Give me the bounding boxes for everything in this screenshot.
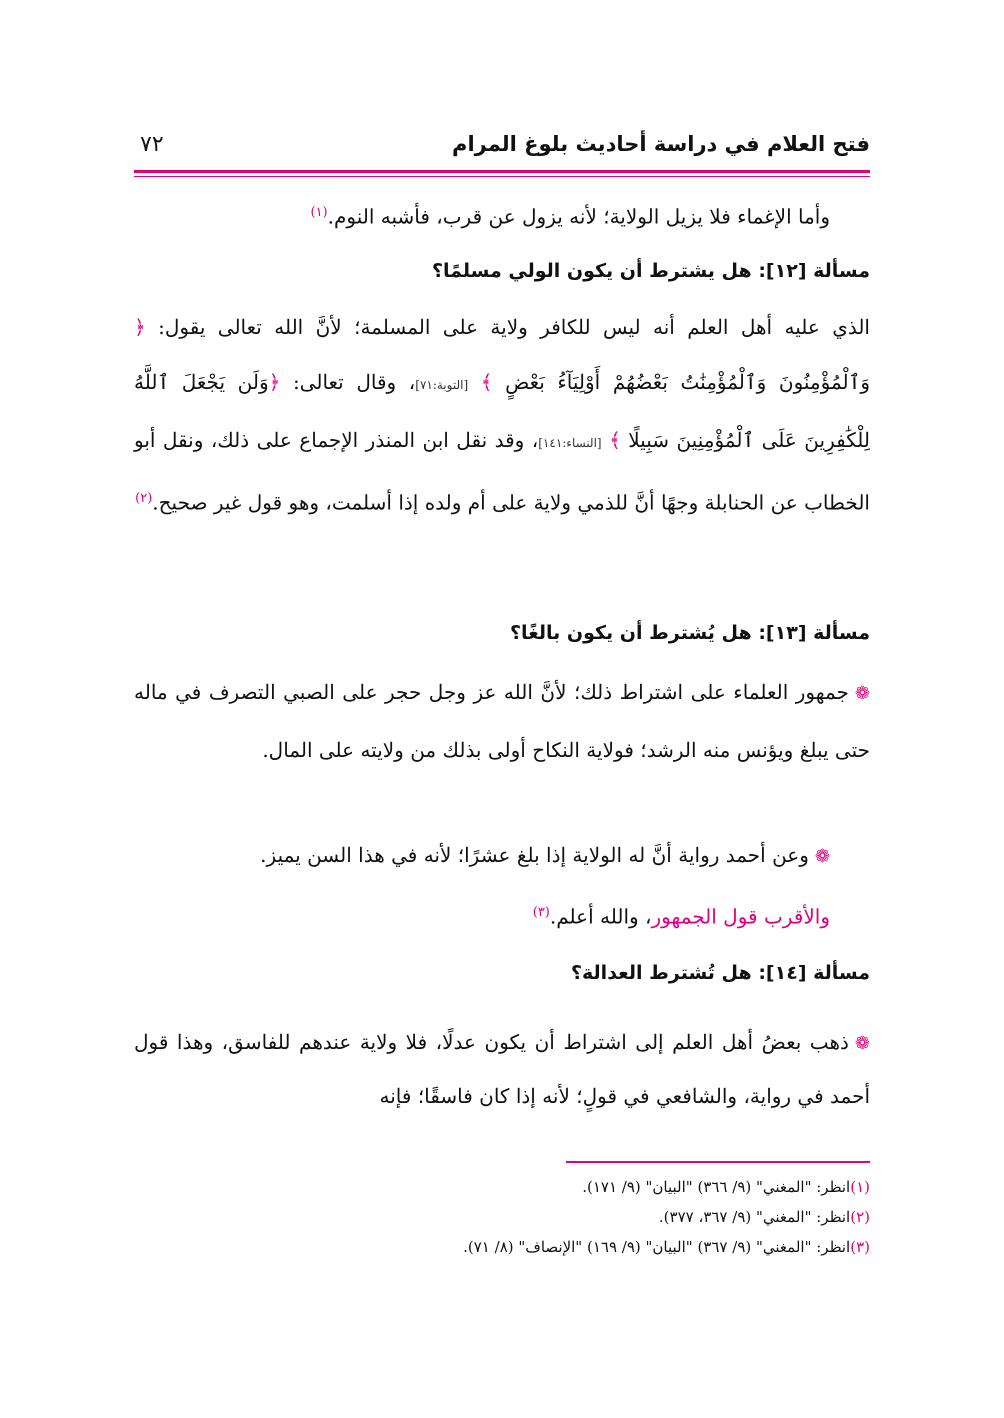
issue-heading-12 <box>432 256 870 286</box>
verse-reference: [التوبة:٧١] <box>415 378 469 392</box>
footnotes <box>134 1172 870 1262</box>
footnote-text: انظر: "المغني" (٩/ ٣٦٧) "البيان" (٩/ ١٦٩) "الإنصاف" (٨/ ٧١). <box>463 1238 851 1256</box>
paragraph-muslim-guardian <box>134 300 870 531</box>
paragraph-text: جمهور العلماء على اشتراط ذلك؛ لأنَّ الله عز وجل حجر على الصبي التصرف في ماله حتى يبلغ ويؤنس منه الرشد؛ فولاية النكاح أولى بذلك من ولايته على المال. <box>134 680 870 762</box>
footnote-number: (١) <box>850 1178 870 1196</box>
issue-question: هل يُشترط أن يكون بالغًا؟ <box>509 622 752 644</box>
footnote <box>134 1232 870 1262</box>
paragraph-text: ، وقد نقل ابن المنذر الإجماع على ذلك، ونقل أبو الخطاب عن الحنابلة وجهًا أنَّ للذمي ولاية على أم ولده إذا أسلمت، وهو قول غير صحيح. <box>134 428 870 515</box>
flower-bullet-icon: ❁ <box>854 1033 870 1054</box>
paragraph-text: ، والله أعلم. <box>549 904 652 929</box>
paragraph-fainting <box>130 198 830 232</box>
verse-open-bracket: ﴿ <box>268 370 281 394</box>
running-header <box>134 128 870 164</box>
header-rule <box>134 170 870 173</box>
verse-close-bracket: ﴾ <box>609 428 621 452</box>
paragraph-conclusion <box>134 898 830 932</box>
issue-label: مسألة [١٢]: <box>758 260 870 282</box>
flower-bullet-icon: ❁ <box>854 683 870 704</box>
paragraph-text: وعن أحمد رواية أنَّ له الولاية إذا بلغ عشرًا؛ لأنه في هذا السن يميز. <box>260 843 809 867</box>
footnote-ref: (٢) <box>135 491 153 506</box>
book-title: فتح العلام في دراسة أحاديث بلوغ المرام <box>452 132 870 156</box>
footnote <box>134 1172 870 1202</box>
verse-close-bracket: ﴾ <box>480 370 493 394</box>
highlighted-conclusion: والأقرب قول الجمهور <box>651 904 830 929</box>
paragraph-text: وأما الإغماء فلا يزيل الولاية؛ لأنه يزول عن قرب، فأشبه النوم. <box>327 204 830 229</box>
paragraph-text: ذهب بعضُ أهل العلم إلى اشتراط أن يكون عدلًا، فلا ولاية عندهم للفاسق، وهذا قول أحمد في رواية، والشافعي في قولٍ؛ لأنه إذا كان فاسقًا؛ فإنه <box>134 1030 870 1108</box>
footnote-ref: (١) <box>310 205 328 220</box>
paragraph-text: الذي عليه أهل العلم أنه ليس للكافر ولاية على المسلمة؛ لأنَّ الله تعالى يقول: <box>158 315 870 339</box>
flower-bullet-icon: ❁ <box>814 846 830 867</box>
issue-label: مسألة [١٤]: <box>758 962 870 984</box>
footnote-text: انظر: "المغني" (٩/ ٣٦٧، ٣٧٧). <box>658 1208 851 1226</box>
footnote <box>134 1202 870 1232</box>
quran-verse: وَلَن يَجْعَلَ ٱللَّهُ لِلْكَٰفِرِينَ عَلَى ٱلْمُؤْمِنِينَ سَبِيلًا <box>134 370 870 452</box>
paragraph-text: ، وقال تعالى: <box>292 370 416 394</box>
paragraph-majority-view <box>134 664 870 778</box>
issue-question: هل تُشترط العدالة؟ <box>571 962 752 984</box>
paragraph-ahmad-narration <box>134 840 830 872</box>
header-rule-thin <box>134 176 870 177</box>
paragraph-justice <box>134 1016 870 1122</box>
footnote-ref: (٣) <box>532 905 550 920</box>
footnote-number: (٢) <box>850 1208 870 1226</box>
verse-open-bracket: ﴿ <box>134 315 146 339</box>
quran-verse: وَٱلْمُؤْمِنُونَ وَٱلْمُؤْمِنَٰتُ بَعْضُهُمْ أَوْلِيَآءُ بَعْضٍ <box>505 370 871 394</box>
page-number: ٧٢ <box>140 132 164 157</box>
issue-heading-13 <box>510 618 870 648</box>
issue-question: هل يشترط أن يكون الولي مسلمًا؟ <box>431 260 752 282</box>
footnote-number: (٣) <box>850 1238 870 1256</box>
issue-heading-14 <box>571 958 870 988</box>
footnote-separator <box>566 1161 870 1163</box>
issue-label: مسألة [١٣]: <box>758 622 870 644</box>
footnote-text: انظر: "المغني" (٩/ ٣٦٦) "البيان" (٩/ ١٧١). <box>582 1178 851 1196</box>
verse-reference: [النساء:١٤١] <box>538 436 602 450</box>
